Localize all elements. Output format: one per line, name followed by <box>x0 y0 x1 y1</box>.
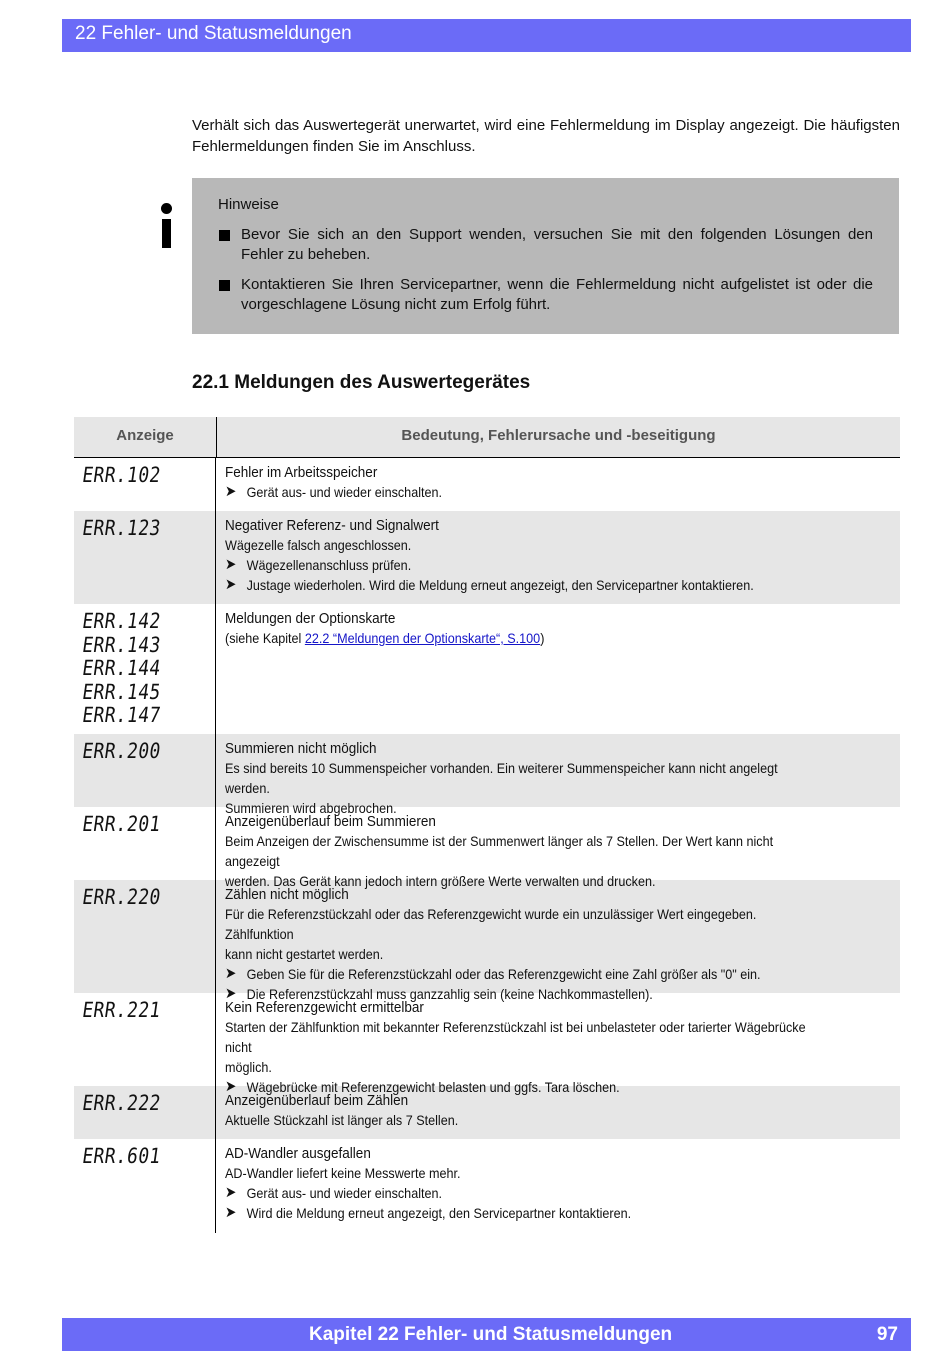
section-title: 22.1 Meldungen des Auswertegerätes <box>192 372 531 393</box>
display-code-cell <box>74 880 216 993</box>
bullet-square-icon <box>219 280 230 291</box>
description-line: Es sind bereits 10 Summenspeicher vorhanden. Ein weiterer Summenspeicher kann nicht angelegt werden. <box>225 760 778 796</box>
table-row <box>74 458 900 511</box>
arrow-right-icon: ➤ <box>225 556 237 573</box>
description-line: kann nicht gestartet werden. <box>225 946 384 962</box>
bullet-square-icon <box>219 230 230 241</box>
display-code: ERR.221 <box>80 998 163 1022</box>
error-title: Zählen nicht möglich <box>225 886 349 903</box>
page-number: 97 <box>876 1324 898 1345</box>
table-header <box>74 417 900 458</box>
error-table <box>74 417 900 1233</box>
action-step: ➤ Gerät aus- und wieder einschalten. <box>225 483 443 500</box>
arrow-right-icon: ➤ <box>225 1184 237 1201</box>
arrow-right-icon: ➤ <box>225 965 237 982</box>
error-title: Anzeigenüberlauf beim Summieren <box>225 813 436 830</box>
chapter-reference-link[interactable]: 22.2 “Meldungen der Optionskarte“, S.100 <box>304 630 541 646</box>
arrow-right-icon: ➤ <box>225 985 237 1002</box>
action-step: ➤ Wägebrücke mit Referenzgewicht belasten und ggfs. Tara löschen. <box>225 1078 620 1095</box>
action-step: ➤ Geben Sie für die Referenzstückzahl oder das Referenzgewicht eine Zahl größer als "0" ein. <box>225 965 761 982</box>
note-item: Bevor Sie sich an den Support wenden, versuchen Sie mit den folgenden Lösungen den Fehler zu beheben. <box>218 225 873 266</box>
error-title: Fehler im Arbeitsspeicher <box>225 464 378 481</box>
action-step: ➤ Die Referenzstückzahl muss ganzzahlig sein (keine Nachkommastellen). <box>225 985 653 1002</box>
display-code: ERR.145 <box>80 679 163 704</box>
description-cell <box>216 1086 832 1139</box>
arrow-right-icon: ➤ <box>225 1078 237 1095</box>
column-header-bedeutung: Bedeutung, Fehlerursache und -beseitigung <box>401 427 716 444</box>
chapter-header-title: 22 Fehler- und Statusmeldungen <box>75 23 352 44</box>
display-code: ERR.144 <box>80 656 163 680</box>
display-code-cell <box>74 993 216 1086</box>
reference-line: (siehe Kapitel 22.2 “Meldungen der Optionskarte“, S.100) <box>225 630 545 646</box>
action-step: ➤ Gerät aus- und wieder einschalten. <box>225 1184 443 1201</box>
display-code-cell <box>74 604 216 734</box>
display-code: ERR.147 <box>80 703 163 727</box>
display-code-cell <box>74 734 216 807</box>
error-title: Anzeigenüberlauf beim Zählen <box>225 1092 409 1109</box>
info-icon <box>158 203 176 248</box>
chapter-header-bar <box>62 19 911 52</box>
description-line: werden. Das Gerät kann jedoch intern größere Werte verwalten und drucken. <box>225 873 656 889</box>
table-row <box>74 604 900 734</box>
description-cell <box>216 458 832 511</box>
table-row <box>74 993 900 1095</box>
error-title: AD-Wandler ausgefallen <box>225 1145 371 1162</box>
table-row <box>74 1139 900 1233</box>
display-code: ERR.102 <box>80 463 163 487</box>
error-title: Negativer Referenz- und Signalwert <box>225 517 439 534</box>
error-title: Meldungen der Optionskarte <box>225 610 396 627</box>
description-line: Starten der Zählfunktion mit bekannter Referenzstückzahl ist bei unbelasteter oder tarierter Wägebrücke nicht <box>225 1019 806 1055</box>
arrow-right-icon: ➤ <box>225 576 237 593</box>
description-cell <box>216 511 832 604</box>
footer-bar <box>62 1318 911 1351</box>
description-line: Aktuelle Stückzahl ist länger als 7 Stellen. <box>225 1112 459 1128</box>
table-body <box>74 458 900 1233</box>
table-row <box>74 880 900 1002</box>
table-row <box>74 807 900 889</box>
display-code: ERR.222 <box>80 1091 163 1115</box>
description-line: Wägezelle falsch angeschlossen. <box>225 537 412 553</box>
notes-box <box>192 178 899 334</box>
description-line: möglich. <box>225 1059 272 1075</box>
table-row <box>74 1086 900 1139</box>
display-code-cell <box>74 511 216 604</box>
description-line: AD-Wandler liefert keine Messwerte mehr. <box>225 1165 461 1181</box>
display-code-cell <box>74 1086 216 1139</box>
description-cell <box>216 734 832 816</box>
column-header-anzeige: Anzeige <box>74 417 217 457</box>
table-row <box>74 511 900 604</box>
display-code-cell <box>74 807 216 880</box>
display-code-cell <box>74 1139 216 1233</box>
description-cell <box>216 880 832 1002</box>
description-cell <box>216 1139 832 1233</box>
action-step: ➤ Wird die Meldung erneut angezeigt, den Servicepartner kontaktieren. <box>225 1204 632 1221</box>
notes-title: Hinweise <box>218 196 279 213</box>
action-step: ➤ Wägezellenanschluss prüfen. <box>225 556 412 573</box>
display-code: ERR.143 <box>80 632 163 657</box>
description-cell <box>216 993 832 1095</box>
action-step: ➤ Justage wiederholen. Wird die Meldung erneut angezeigt, den Servicepartner kontaktieren. <box>225 576 754 593</box>
display-code: ERR.200 <box>80 739 163 763</box>
description-line: Summieren wird abgebrochen. <box>225 800 397 816</box>
arrow-right-icon: ➤ <box>225 1204 237 1221</box>
display-code-cell <box>74 458 216 511</box>
display-code: ERR.123 <box>80 516 163 540</box>
arrow-right-icon: ➤ <box>225 483 237 500</box>
footer-title: Kapitel 22 Fehler- und Statusmeldungen <box>309 1324 673 1345</box>
table-row <box>74 734 900 816</box>
error-title: Summieren nicht möglich <box>225 740 377 757</box>
display-code: ERR.201 <box>80 812 163 836</box>
intro-paragraph: Verhält sich das Auswertegerät unerwartet, wird eine Fehlermeldung im Display angezeigt. Die häufigsten Fehlermeldungen finden Sie im Anschluss. <box>192 117 900 155</box>
description-line: Für die Referenzstückzahl oder das Referenzgewicht wurde ein unzulässiger Wert eingegeben. Zählfunktion <box>225 906 757 942</box>
description-cell <box>216 807 832 889</box>
display-code: ERR.142 <box>80 609 163 633</box>
description-cell <box>216 604 832 734</box>
display-code: ERR.220 <box>80 885 163 909</box>
display-code: ERR.601 <box>80 1144 163 1168</box>
description-line: Beim Anzeigen der Zwischensumme ist der Summenwert länger als 7 Stellen. Der Wert kann nicht angezeigt <box>225 833 774 869</box>
note-item: Kontaktieren Sie Ihren Servicepartner, wenn die Fehlermeldung nicht aufgelistet ist oder die vorgeschlagene Lösung nicht zum Erfolg führt. <box>218 275 873 316</box>
error-title: Kein Referenzgewicht ermittelbar <box>225 999 424 1016</box>
